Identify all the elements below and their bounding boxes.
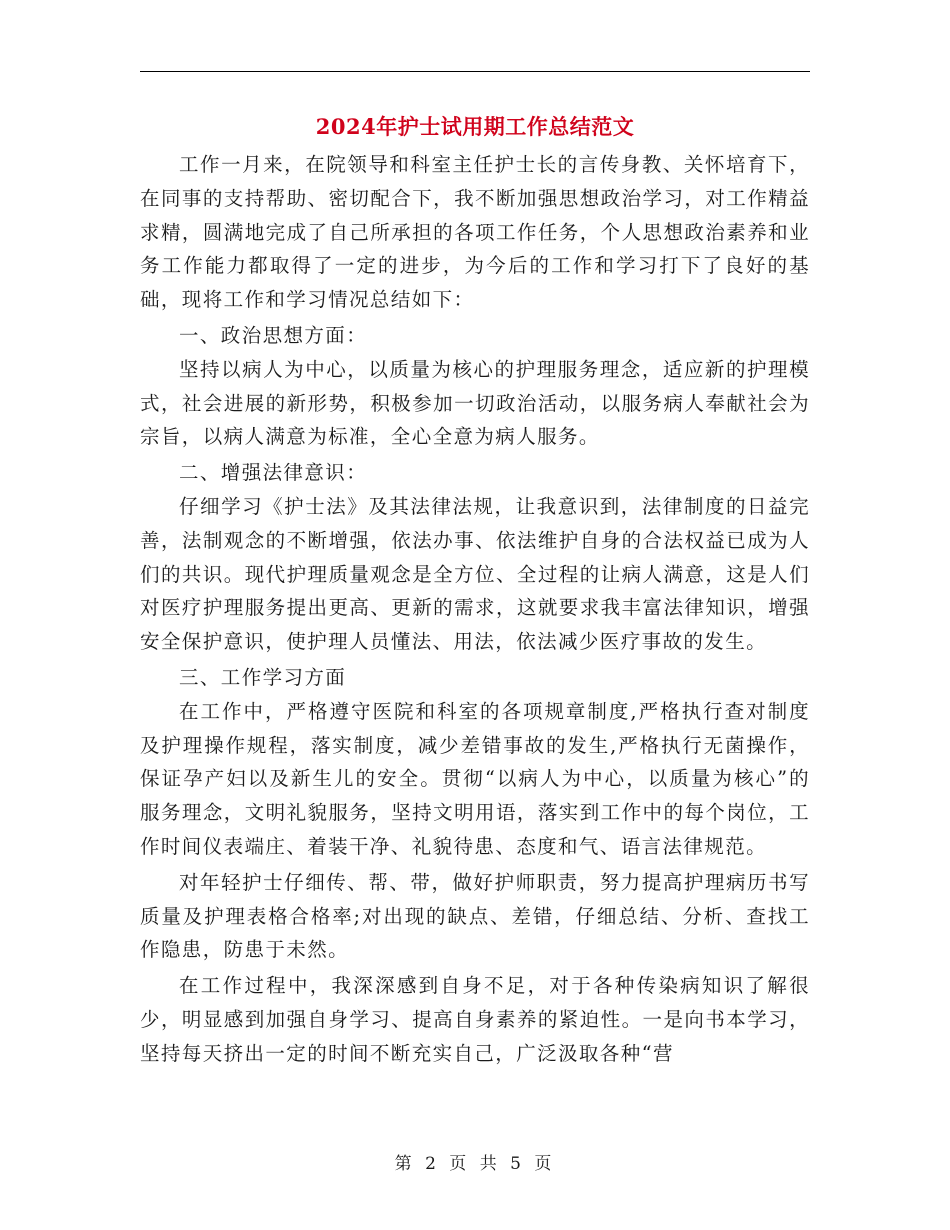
document-body xyxy=(140,148,810,1073)
paragraph-law: 仔细学习《护士法》及其法律法规，让我意识到，法律制度的日益完善，法制观念的不断增强，依法办事、依法维护自身的合法权益已成为人们的共识。现代护理质量观念是全方位、全过程的让病人满意，这是人们对医疗护理服务提出更高、更新的需求，这就要求我丰富法律知识，增强安全保护意识，使护理人员懂法、用法，依法减少医疗事故的发生。 xyxy=(140,494,810,654)
paragraph-self-study: 在工作过程中，我深深感到自身不足，对于各种传染病知识了解很少，明显感到加强自身学习、提高自身素养的紧迫性。一是向书本学习，坚持每天挤出一定的时间不断充实自己，广泛汲取各种“营 xyxy=(140,974,810,1065)
paragraph-mentoring: 对年轻护士仔细传、帮、带，做好护师职责，努力提高护理病历书写质量及护理表格合格率;对出现的缺点、差错，仔细总结、分析、查找工作隐患，防患于未然。 xyxy=(140,870,810,962)
section-heading-politics: 一、政治思想方面： xyxy=(179,323,368,347)
page-number-footer: 第 2 页 共 5 页 xyxy=(394,1154,556,1174)
section-heading-law: 二、增强法律意识： xyxy=(179,461,368,485)
section-heading-work-study: 三、工作学习方面 xyxy=(179,665,347,689)
paragraph-intro: 工作一月来，在院领导和科室主任护士长的言传身教、关怀培育下，在同事的支持帮助、密切配合下，我不断加强思想政治学习，对工作精益求精，圆满地完成了自己所承担的各项工作任务，个人思想政治素养和业务工作能力都取得了一定的进步，为今后的工作和学习打下了良好的基础，现将工作和学习情况总结如下： xyxy=(140,153,810,312)
paragraph-politics: 坚持以病人为中心，以质量为核心的护理服务理念，适应新的护理模式，社会进展的新形势，积极参加一切政治活动，以服务病人奉献社会为宗旨，以病人满意为标准，全心全意为病人服务。 xyxy=(140,357,810,449)
header-rule xyxy=(140,71,810,72)
paragraph-work: 在工作中，严格遵守医院和科室的各项规章制度,严格执行查对制度及护理操作规程，落实制度，减少差错事故的发生,严格执行无菌操作，保证孕产妇以及新生儿的安全。贯彻“以病人为中心，以质量为核心”的服务理念，文明礼貌服务，坚持文明用语，落实到工作中的每个岗位，工作时间仪表端庄、着装干净、礼貌待患、态度和气、语言法律规范。 xyxy=(140,699,810,858)
document-title: 2024年护士试用期工作总结范文 xyxy=(315,114,635,139)
